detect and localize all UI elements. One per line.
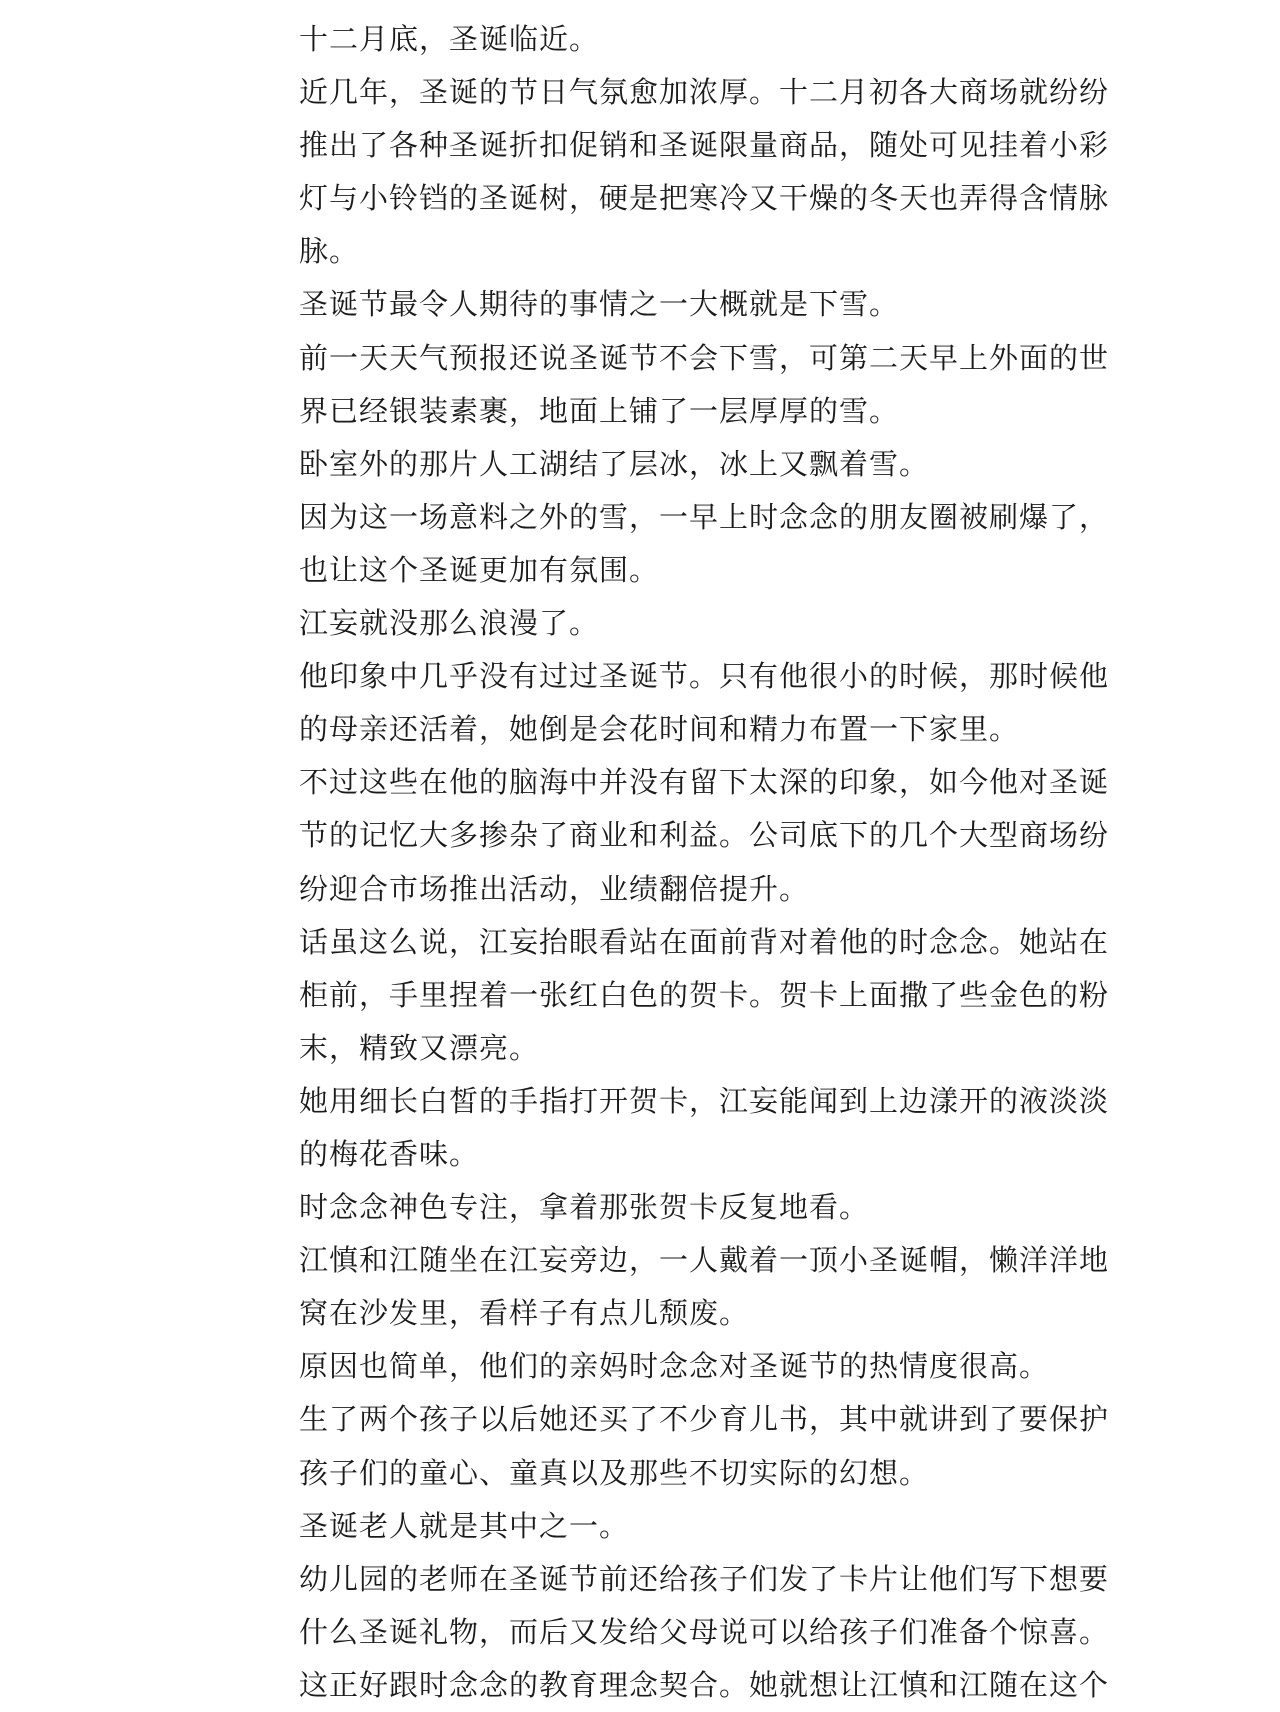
text-line: 卧室外的那片人工湖结了层冰，冰上又飘着雪。 (299, 446, 930, 481)
paragraph (299, 650, 1110, 756)
text-line: 窝在沙发里，看样子有点儿颓废。 (299, 1296, 750, 1331)
paragraph (299, 1340, 1050, 1393)
text-line: 十二月底，圣诞临近。 (299, 22, 600, 56)
text-line: 近几年，圣诞的节日气氛愈加浓厚。十二月初各大商场就纷纷 (299, 75, 1110, 110)
text-line: 江妄就没那么浪漫了。 (299, 606, 600, 641)
text-line: 时念念神色专注，拿着那张贺卡反复地看。 (299, 1190, 870, 1225)
text-line: 他印象中几乎没有过过圣诞节。只有他很小的时候，那时候他 (299, 659, 1110, 694)
paragraph (299, 1181, 1019, 1234)
text-line: 界已经银装素裹，地面上铺了一层厚厚的雪。 (299, 393, 900, 428)
paragraph (299, 597, 1019, 650)
paragraph (299, 916, 1110, 1075)
paragraph (299, 438, 1019, 491)
text-line: 的梅花香味。 (299, 1136, 480, 1171)
text-line: 这正好跟时念念的教育理念契合。她就想让江慎和江随在这个 (299, 1667, 1110, 1702)
text-line: 柜前，手里捏着一张红白色的贺卡。贺卡上面撒了些金色的粉 (299, 977, 1110, 1012)
text-line: 她用细长白皙的手指打开贺卡，江妄能闻到上边漾开的液淡淡 (299, 1083, 1110, 1118)
paragraph (299, 491, 1110, 597)
text-line: 圣诞节最令人期待的事情之一大概就是下雪。 (299, 287, 900, 322)
paragraph (299, 1500, 1019, 1553)
text-line: 的母亲还活着，她倒是会花时间和精力布置一下家里。 (299, 712, 1020, 747)
text-line: 前一天天气预报还说圣诞节不会下雪，可第二天早上外面的世 (299, 340, 1110, 375)
text-line: 什么圣诞礼物，而后又发给父母说可以给孩子们准备个惊喜。 (299, 1614, 1110, 1649)
text-line: 生了两个孩子以后她还买了不少育儿书，其中就讲到了要保护 (299, 1402, 1110, 1437)
text-line: 圣诞老人就是其中之一。 (299, 1508, 630, 1543)
text-line: 灯与小铃铛的圣诞树，硬是把寒冷又干燥的冬天也弄得含情脉 (299, 181, 1110, 216)
paragraph (299, 332, 1110, 438)
text-line: 孩子们的童心、童真以及那些不切实际的幻想。 (299, 1455, 930, 1490)
paragraph (299, 1075, 1110, 1181)
text-line: 推出了各种圣诞折扣促销和圣诞限量商品，随处可见挂着小彩 (299, 128, 1110, 163)
paragraph (299, 1393, 1110, 1499)
paragraph (299, 66, 1110, 278)
text-line: 末，精致又漂亮。 (299, 1030, 540, 1065)
text-line: 也让这个圣诞更加有氛围。 (299, 552, 660, 587)
text-line: 话虽这么说，江妄抬眼看站在面前背对着他的时念念。她站在 (299, 924, 1110, 959)
text-line: 纷迎合市场推出活动，业绩翻倍提升。 (299, 871, 810, 906)
paragraph (299, 278, 1019, 331)
text-line: 节的记忆大多掺杂了商业和利益。公司底下的几个大型商场纷 (299, 818, 1110, 853)
text-line: 脉。 (299, 234, 360, 269)
paragraph (299, 1234, 1110, 1340)
text-line: 不过这些在他的脑海中并没有留下太深的印象，如今他对圣诞 (299, 765, 1110, 800)
paragraph (299, 1659, 1110, 1712)
paragraph (299, 1553, 1110, 1659)
text-line: 因为这一场意料之外的雪，一早上时念念的朋友圈被刷爆了， (299, 499, 1110, 534)
text-line: 原因也简单，他们的亲妈时念念对圣诞节的热情度很高。 (299, 1349, 1050, 1384)
paragraph (299, 756, 1110, 915)
text-line: 幼儿园的老师在圣诞节前还给孩子们发了卡片让他们写下想要 (299, 1561, 1110, 1596)
document-body (299, 13, 1110, 1712)
text-line: 江慎和江随坐在江妄旁边，一人戴着一顶小圣诞帽，懒洋洋地 (299, 1243, 1110, 1278)
paragraph (299, 13, 1019, 66)
